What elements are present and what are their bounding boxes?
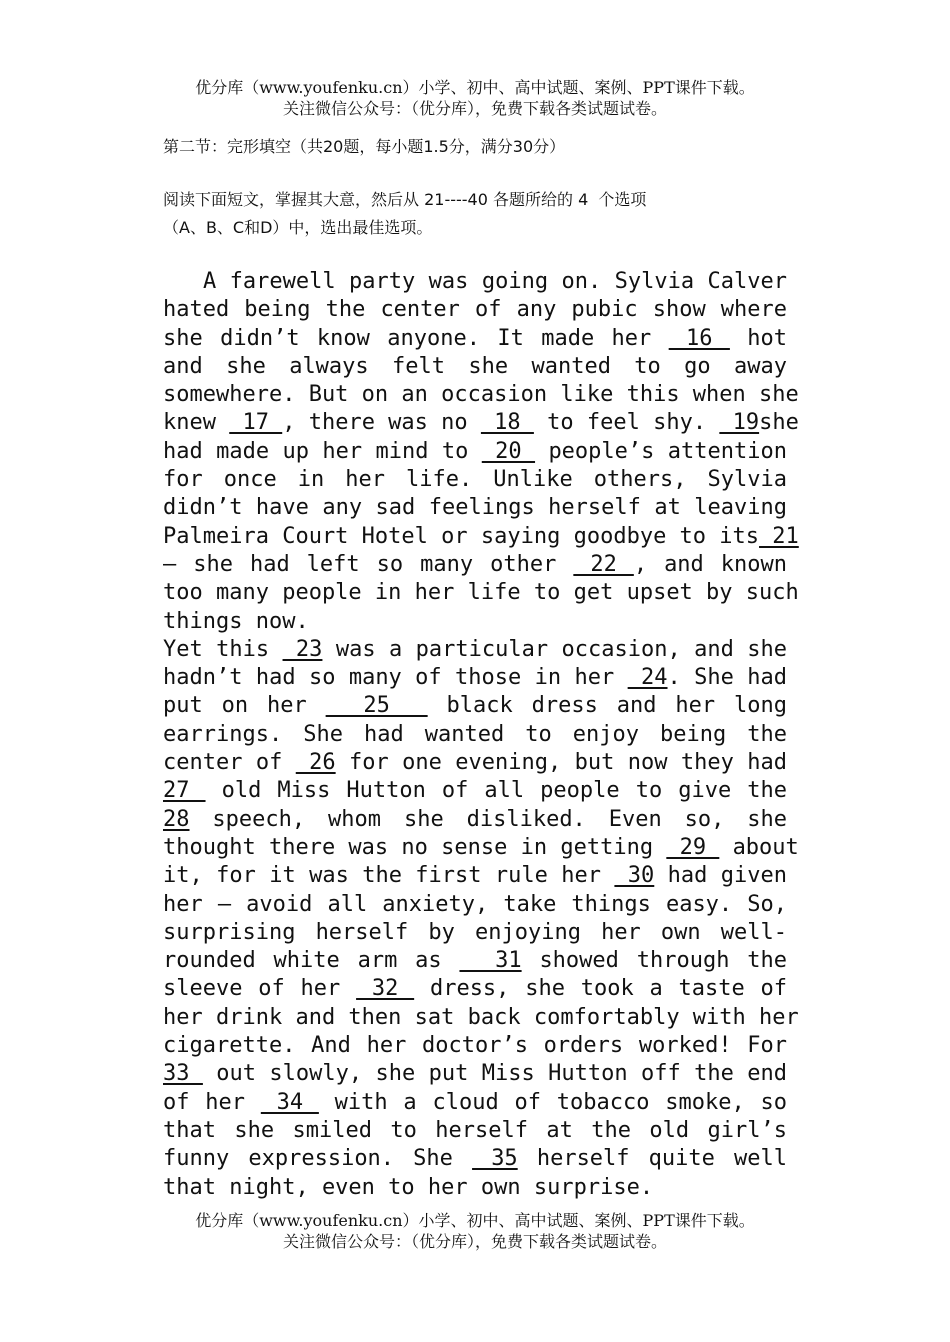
blank-24: 24 — [627, 665, 668, 691]
passage-text: Palmeira Court Hotel or saying goodbye to its — [163, 523, 760, 549]
header-line-1: 优分库（www.youfenku.cn）小学、初中、高中试题、案例、PPT课件下载。 — [195, 78, 755, 97]
passage-line — [163, 381, 799, 409]
passage-text: sleeve of her — [163, 976, 341, 1002]
passage-text: herself quite well — [536, 1146, 788, 1172]
passage-text: that night, even to her own surprise. — [163, 1174, 654, 1200]
blank-20: 20 — [481, 438, 536, 464]
passage-line — [163, 1145, 787, 1173]
passage-text: hot — [747, 325, 788, 351]
section-instruction — [163, 186, 793, 242]
passage-text: speech, whom she disliked. Even so, she — [212, 806, 787, 832]
blank-22: 22 — [573, 551, 634, 577]
passage-line — [163, 1089, 787, 1117]
passage-text: showed through the — [539, 948, 788, 974]
passage-line — [163, 353, 787, 381]
passage-text: out slowly, she put Miss Hutton off the end — [216, 1061, 787, 1087]
passage-text: . She had — [667, 665, 787, 691]
passage-text: to feel shy. — [547, 410, 707, 436]
passage-text: people’s attention — [548, 438, 787, 464]
passage-text: too many people in her life to get upset by such — [163, 580, 799, 606]
passage-text: old Miss Hutton of all people to give the — [221, 778, 787, 804]
passage-line — [163, 608, 787, 636]
passage-line — [163, 1117, 787, 1145]
passage-text: didn’t have any sad feelings herself at leaving — [163, 495, 787, 521]
blank-34: 34 — [260, 1089, 319, 1115]
passage-line — [163, 325, 787, 353]
passage-line — [163, 409, 799, 437]
passage-text: cigarette. And her doctor’s orders worked! For — [163, 1033, 787, 1059]
passage-text: dress, she took a taste of — [429, 976, 788, 1002]
passage-text: had given — [667, 863, 788, 889]
passage-text: had made up her mind to — [163, 438, 469, 464]
passage-line — [163, 777, 787, 805]
passage-text: of her — [163, 1089, 246, 1115]
blank-16: 16 — [668, 325, 730, 351]
instruction-line-1: 阅读下面短文，掌握其大意，然后从 21----40 各题所给的 4 个选项 — [163, 190, 647, 209]
passage-line — [163, 664, 787, 692]
page-header — [0, 77, 950, 119]
passage-text: with a cloud of tobacco smoke, so — [334, 1089, 787, 1115]
passage-text: for one evening, but now they had — [349, 750, 787, 776]
passage-line — [163, 268, 787, 296]
passage-line — [163, 975, 787, 1003]
section-title: 第二节：完形填空（共20题，每小题1.5分，满分30分） — [163, 137, 566, 156]
passage-text: was a particular occasion, and she — [335, 636, 787, 662]
page-footer — [0, 1210, 950, 1252]
passage-line — [163, 862, 787, 890]
blank-27: 27 — [163, 778, 206, 804]
passage-text: surprising herself by enjoying her own well- — [163, 919, 787, 945]
blank-25: 25 — [325, 693, 428, 719]
passage-text: somewhere. But on an occasion like this when she — [163, 382, 799, 408]
passage-text: hadn’t had so many of those in her — [163, 665, 615, 691]
passage-text: things now. — [163, 608, 309, 634]
passage-text: hated being the center of any pubic show where — [163, 297, 787, 323]
passage-text: knew — [163, 410, 216, 436]
passage-text: funny expression. She — [163, 1146, 453, 1172]
blank-33: 33 — [163, 1061, 203, 1087]
passage-text: for once in her life. Unlike others, Sylvia — [163, 467, 787, 493]
passage-line — [163, 692, 787, 720]
blank-30: 30 — [614, 863, 655, 889]
passage-line — [163, 919, 787, 947]
passage-line — [163, 806, 787, 834]
passage-text: rounded white arm as — [163, 948, 442, 974]
blank-35: 35 — [472, 1146, 518, 1172]
passage-line — [163, 551, 787, 579]
passage-line — [163, 1060, 787, 1088]
blank-31: 31 — [459, 948, 522, 974]
passage-text: black dress and her long — [446, 693, 787, 719]
passage-text: put on her — [163, 693, 307, 719]
passage-text: thought there was no sense in getting — [163, 834, 654, 860]
passage-line — [163, 438, 787, 466]
passage-line — [163, 296, 787, 324]
blank-19: 19 — [719, 410, 760, 436]
passage-line — [163, 1174, 787, 1202]
passage-text: it, for it was the first rule her — [163, 863, 602, 889]
passage-text: earrings. She had wanted to enjoy being the — [163, 721, 787, 747]
passage-line — [163, 891, 787, 919]
passage-text: she — [759, 410, 799, 436]
passage-line — [163, 636, 787, 664]
blank-23: 23 — [282, 636, 323, 662]
blank-21: 21 — [759, 523, 799, 549]
passage-line — [163, 721, 787, 749]
blank-17: 17 — [229, 410, 283, 436]
passage-line — [163, 466, 787, 494]
header-line-2: 关注微信公众号：（优分库），免费下载各类试题试卷。 — [282, 99, 667, 118]
passage-text: that she smiled to herself at the old girl’s — [163, 1117, 787, 1143]
passage-text: Yet this — [163, 636, 270, 662]
blank-28: 28 — [163, 806, 190, 832]
passage-text: — she had left so many other — [163, 551, 557, 577]
passage-text: , and known — [633, 551, 788, 577]
footer-line-1: 优分库（www.youfenku.cn）小学、初中、高中试题、案例、PPT课件下载。 — [195, 1211, 755, 1230]
passage-line — [163, 1032, 787, 1060]
blank-26: 26 — [295, 750, 336, 776]
passage-text: and she always felt she wanted to go away — [163, 353, 787, 379]
passage-text: her drink and then sat back comfortably with her — [163, 1004, 799, 1030]
passage-line — [163, 523, 799, 551]
blank-32: 32 — [356, 976, 415, 1002]
passage-line — [163, 1004, 799, 1032]
passage-line — [163, 579, 799, 607]
passage-text: , there was no — [282, 410, 468, 436]
cloze-passage — [163, 268, 799, 1202]
passage-text: A farewell party was going on. Sylvia Calver — [203, 269, 787, 294]
passage-line — [163, 494, 787, 522]
blank-18: 18 — [480, 410, 534, 436]
passage-text: about — [732, 834, 799, 860]
footer-line-2: 关注微信公众号：（优分库），免费下载各类试题试卷。 — [282, 1232, 667, 1251]
passage-text: she didn’t know anyone. It made her — [163, 325, 652, 351]
passage-text: center of — [163, 750, 283, 776]
passage-line — [163, 947, 787, 975]
blank-29: 29 — [666, 834, 720, 860]
instruction-line-2: （A、B、C和D）中，选出最佳选项。 — [163, 218, 433, 237]
passage-text: her — avoid all anxiety, take things easy. So, — [163, 891, 787, 917]
passage-line — [163, 834, 799, 862]
passage-line — [163, 749, 787, 777]
